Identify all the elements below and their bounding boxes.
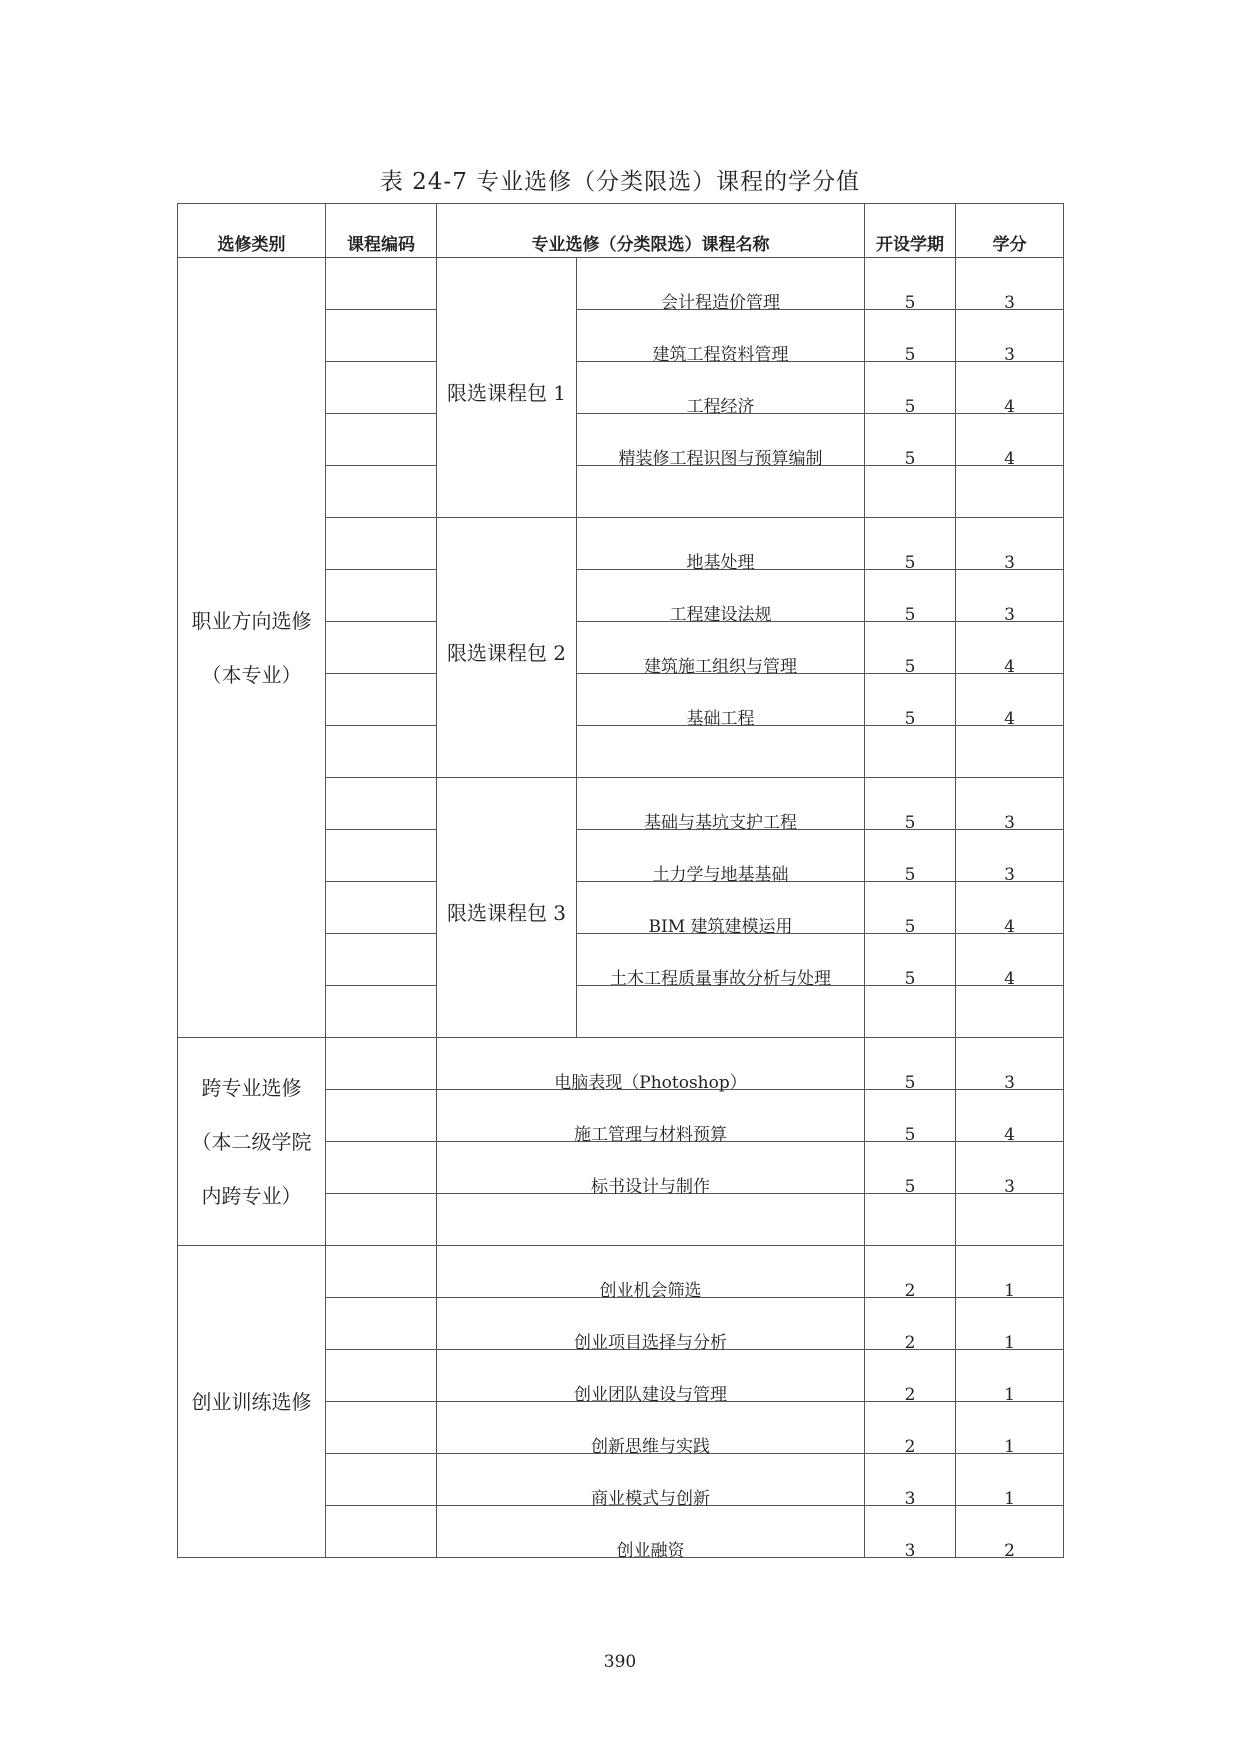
semester-cell-text: 5 bbox=[904, 1073, 916, 1093]
course-name-cell bbox=[577, 726, 865, 778]
course-code-cell bbox=[326, 882, 437, 934]
course-name-cell bbox=[577, 362, 865, 417]
credit-cell-text: 3 bbox=[1004, 345, 1015, 365]
credit-cell-text: 3 bbox=[1004, 553, 1015, 573]
table-row bbox=[178, 1246, 1064, 1298]
semester-cell-text: 5 bbox=[904, 1177, 916, 1197]
credit-cell bbox=[956, 830, 1064, 885]
credit-cell bbox=[956, 1506, 1064, 1561]
credit-cell bbox=[956, 882, 1064, 937]
semester-cell bbox=[865, 258, 956, 313]
credit-cell bbox=[956, 778, 1064, 833]
credit-cell-text: 3 bbox=[1004, 865, 1015, 885]
course-name-cell-text: 土木工程质量事故分析与处理 bbox=[610, 969, 831, 989]
semester-cell-text: 5 bbox=[904, 1125, 916, 1145]
course-name-cell-text: 商业模式与创新 bbox=[591, 1489, 710, 1509]
course-name-cell-text: 创业团队建设与管理 bbox=[574, 1385, 727, 1405]
credit-cell-text: 4 bbox=[1004, 1125, 1015, 1145]
semester-cell bbox=[865, 518, 956, 573]
credit-cell bbox=[956, 934, 1064, 989]
semester-cell-text: 3 bbox=[904, 1541, 916, 1561]
credit-cell-text: 3 bbox=[1004, 605, 1015, 625]
course-name-cell bbox=[437, 1090, 865, 1145]
course-name-cell-text: 创业项目选择与分析 bbox=[574, 1333, 727, 1353]
package-name-cell bbox=[437, 518, 577, 778]
course-code-cell bbox=[326, 1038, 437, 1090]
table-header-row bbox=[178, 204, 1064, 258]
course-name-cell-text: 基础工程 bbox=[686, 709, 755, 729]
course-code-cell bbox=[326, 518, 437, 570]
credit-cell-text: 4 bbox=[1004, 969, 1015, 989]
course-name-cell bbox=[577, 882, 865, 937]
course-name-cell bbox=[437, 1038, 865, 1093]
credit-cell bbox=[956, 258, 1064, 313]
package-name-cell-text: 限选课程包 3 bbox=[446, 901, 567, 925]
course-name-cell bbox=[437, 1298, 865, 1353]
credit-cell bbox=[956, 414, 1064, 469]
course-name-cell-text: 工程经济 bbox=[686, 397, 755, 417]
semester-cell bbox=[865, 882, 956, 937]
credit-cell-text: 3 bbox=[1004, 813, 1015, 833]
semester-cell bbox=[865, 1454, 956, 1509]
semester-cell bbox=[865, 1246, 956, 1301]
semester-cell bbox=[865, 986, 956, 1038]
course-name-cell-text: 创新思维与实践 bbox=[591, 1437, 710, 1457]
course-code-cell bbox=[326, 934, 437, 986]
semester-cell-text: 2 bbox=[904, 1385, 916, 1405]
course-name-cell bbox=[437, 1454, 865, 1509]
credit-cell bbox=[956, 1038, 1064, 1093]
course-name-cell bbox=[437, 1506, 865, 1561]
semester-cell bbox=[865, 622, 956, 677]
course-name-cell-text: 基础与基坑支护工程 bbox=[644, 813, 797, 833]
semester-cell-text: 5 bbox=[904, 709, 916, 729]
category-label: 职业方向选修 bbox=[191, 608, 312, 633]
credit-cell-text: 2 bbox=[1004, 1541, 1015, 1561]
course-code-cell bbox=[326, 622, 437, 674]
course-name-cell-text: BIM 建筑建模运用 bbox=[648, 917, 793, 937]
semester-cell-text: 5 bbox=[904, 345, 916, 365]
course-name-cell bbox=[577, 778, 865, 833]
semester-cell-text: 5 bbox=[904, 657, 916, 677]
semester-cell-text: 5 bbox=[904, 969, 916, 989]
semester-cell bbox=[865, 362, 956, 417]
credit-cell-text: 3 bbox=[1004, 293, 1015, 313]
course-name-cell-text: 精装修工程识图与预算编制 bbox=[618, 449, 823, 469]
credit-cell-text: 1 bbox=[1004, 1489, 1015, 1509]
semester-cell bbox=[865, 1090, 956, 1145]
category-cell bbox=[178, 258, 326, 1038]
course-name-cell-text: 工程建设法规 bbox=[669, 605, 772, 625]
semester-cell-text: 5 bbox=[904, 449, 916, 469]
category-cell bbox=[178, 1038, 326, 1246]
category-label: （本专业） bbox=[201, 662, 302, 687]
course-code-cell bbox=[326, 674, 437, 726]
credit-cell bbox=[956, 1298, 1064, 1353]
header-category: 选修类别 bbox=[178, 204, 326, 258]
credit-cell-text: 4 bbox=[1004, 657, 1015, 677]
credit-cell-text: 4 bbox=[1004, 709, 1015, 729]
course-name-cell-text: 标书设计与制作 bbox=[591, 1177, 710, 1197]
course-name-cell-text: 会计程造价管理 bbox=[661, 293, 780, 313]
header-course-code: 课程编码 bbox=[326, 204, 437, 258]
course-name-cell bbox=[437, 1142, 865, 1197]
credit-cell bbox=[956, 1090, 1064, 1145]
credit-cell bbox=[956, 466, 1064, 518]
course-code-cell bbox=[326, 466, 437, 518]
credit-cell-text: 3 bbox=[1004, 1177, 1015, 1197]
semester-cell bbox=[865, 1350, 956, 1405]
course-code-cell bbox=[326, 310, 437, 362]
credit-cell bbox=[956, 622, 1064, 677]
credit-cell-text: 4 bbox=[1004, 397, 1015, 417]
course-code-cell bbox=[326, 1402, 437, 1454]
package-name-cell bbox=[437, 778, 577, 1038]
course-code-cell bbox=[326, 414, 437, 466]
credit-cell bbox=[956, 310, 1064, 365]
header-semester: 开设学期 bbox=[865, 204, 956, 258]
credit-cell bbox=[956, 362, 1064, 417]
table-row bbox=[178, 1038, 1064, 1090]
page-number: 390 bbox=[603, 1652, 637, 1672]
course-name-cell-text: 创业融资 bbox=[616, 1541, 685, 1561]
course-code-cell bbox=[326, 1506, 437, 1558]
semester-cell-text: 5 bbox=[904, 813, 916, 833]
course-name-cell bbox=[437, 1246, 865, 1301]
course-name-cell-text: 电脑表现（Photoshop） bbox=[554, 1073, 747, 1093]
credit-cell bbox=[956, 986, 1064, 1038]
package-name-cell-text: 限选课程包 2 bbox=[446, 641, 567, 665]
semester-cell bbox=[865, 830, 956, 885]
credit-cell bbox=[956, 674, 1064, 729]
credit-cell bbox=[956, 518, 1064, 573]
credit-cell-text: 3 bbox=[1004, 1073, 1015, 1093]
package-name-cell-text: 限选课程包 1 bbox=[446, 381, 567, 405]
credit-cell bbox=[956, 1350, 1064, 1405]
course-code-cell bbox=[326, 1246, 437, 1298]
course-name-cell bbox=[577, 934, 865, 989]
course-name-cell bbox=[577, 518, 865, 573]
course-name-cell-text: 土力学与地基基础 bbox=[652, 865, 789, 885]
credit-cell bbox=[956, 726, 1064, 778]
course-code-cell bbox=[326, 570, 437, 622]
course-name-cell-text: 创业机会筛选 bbox=[599, 1281, 702, 1301]
credit-cell-text: 1 bbox=[1004, 1437, 1015, 1457]
course-code-cell bbox=[326, 1090, 437, 1142]
course-name-cell bbox=[577, 674, 865, 729]
credit-cell bbox=[956, 570, 1064, 625]
course-name-cell-text: 建筑施工组织与管理 bbox=[644, 657, 797, 677]
semester-cell bbox=[865, 570, 956, 625]
course-code-cell bbox=[326, 362, 437, 414]
package-name-cell bbox=[437, 258, 577, 518]
category-label: 跨专业选修 bbox=[201, 1075, 302, 1100]
credit-cell-text: 4 bbox=[1004, 917, 1015, 937]
table-body bbox=[178, 258, 1064, 1561]
course-name-cell bbox=[577, 622, 865, 677]
table-row bbox=[178, 258, 1064, 310]
semester-cell bbox=[865, 726, 956, 778]
course-name-cell bbox=[577, 258, 865, 313]
header-credit: 学分 bbox=[956, 204, 1064, 258]
category-label: （本二级学院 bbox=[191, 1129, 312, 1154]
semester-cell-text: 2 bbox=[904, 1437, 916, 1457]
semester-cell-text: 5 bbox=[904, 553, 916, 573]
semester-cell bbox=[865, 1038, 956, 1093]
semester-cell bbox=[865, 934, 956, 989]
course-code-cell bbox=[326, 830, 437, 882]
course-name-cell bbox=[577, 310, 865, 365]
course-name-cell bbox=[437, 1194, 865, 1246]
semester-cell bbox=[865, 778, 956, 833]
course-code-cell bbox=[326, 1298, 437, 1350]
course-code-cell bbox=[326, 1142, 437, 1194]
semester-cell bbox=[865, 466, 956, 518]
credit-cell bbox=[956, 1402, 1064, 1457]
course-name-cell bbox=[577, 570, 865, 625]
course-name-cell-text: 施工管理与材料预算 bbox=[574, 1125, 727, 1145]
category-label: 内跨专业） bbox=[201, 1183, 302, 1208]
course-code-cell bbox=[326, 726, 437, 778]
credit-cell bbox=[956, 1246, 1064, 1301]
credit-cell-text: 4 bbox=[1004, 449, 1015, 469]
course-code-cell bbox=[326, 986, 437, 1038]
semester-cell bbox=[865, 414, 956, 469]
course-name-cell bbox=[577, 466, 865, 518]
semester-cell bbox=[865, 1194, 956, 1246]
semester-cell bbox=[865, 1298, 956, 1353]
header-course-name: 专业选修（分类限选）课程名称 bbox=[437, 204, 865, 258]
course-name-cell bbox=[577, 986, 865, 1038]
semester-cell-text: 2 bbox=[904, 1281, 916, 1301]
semester-cell-text: 2 bbox=[904, 1333, 916, 1353]
course-name-cell-text: 地基处理 bbox=[686, 553, 755, 573]
course-code-cell bbox=[326, 1454, 437, 1506]
semester-cell bbox=[865, 1506, 956, 1561]
semester-cell-text: 3 bbox=[904, 1489, 916, 1509]
course-name-cell bbox=[577, 830, 865, 885]
course-name-cell bbox=[577, 414, 865, 469]
course-name-cell bbox=[437, 1402, 865, 1457]
page-title: 表 24-7 专业选修（分类限选）课程的学分值 bbox=[379, 169, 861, 195]
semester-cell-text: 5 bbox=[904, 293, 916, 313]
semester-cell-text: 5 bbox=[904, 865, 916, 885]
course-code-cell bbox=[326, 1194, 437, 1246]
course-code-cell bbox=[326, 258, 437, 310]
credit-cell-text: 1 bbox=[1004, 1281, 1015, 1301]
credit-cell bbox=[956, 1194, 1064, 1246]
semester-cell-text: 5 bbox=[904, 397, 916, 417]
semester-cell bbox=[865, 310, 956, 365]
course-code-cell bbox=[326, 778, 437, 830]
course-code-cell bbox=[326, 1350, 437, 1402]
semester-cell-text: 5 bbox=[904, 917, 916, 937]
credit-cell bbox=[956, 1454, 1064, 1509]
semester-cell bbox=[865, 1142, 956, 1197]
credit-table bbox=[177, 203, 1064, 1561]
course-name-cell bbox=[437, 1350, 865, 1405]
semester-cell bbox=[865, 674, 956, 729]
credit-cell-text: 1 bbox=[1004, 1385, 1015, 1405]
course-name-cell-text: 建筑工程资料管理 bbox=[652, 345, 789, 365]
credit-cell-text: 1 bbox=[1004, 1333, 1015, 1353]
category-cell bbox=[178, 1246, 326, 1558]
semester-cell-text: 5 bbox=[904, 605, 916, 625]
credit-cell bbox=[956, 1142, 1064, 1197]
category-label: 创业训练选修 bbox=[191, 1389, 312, 1414]
semester-cell bbox=[865, 1402, 956, 1457]
